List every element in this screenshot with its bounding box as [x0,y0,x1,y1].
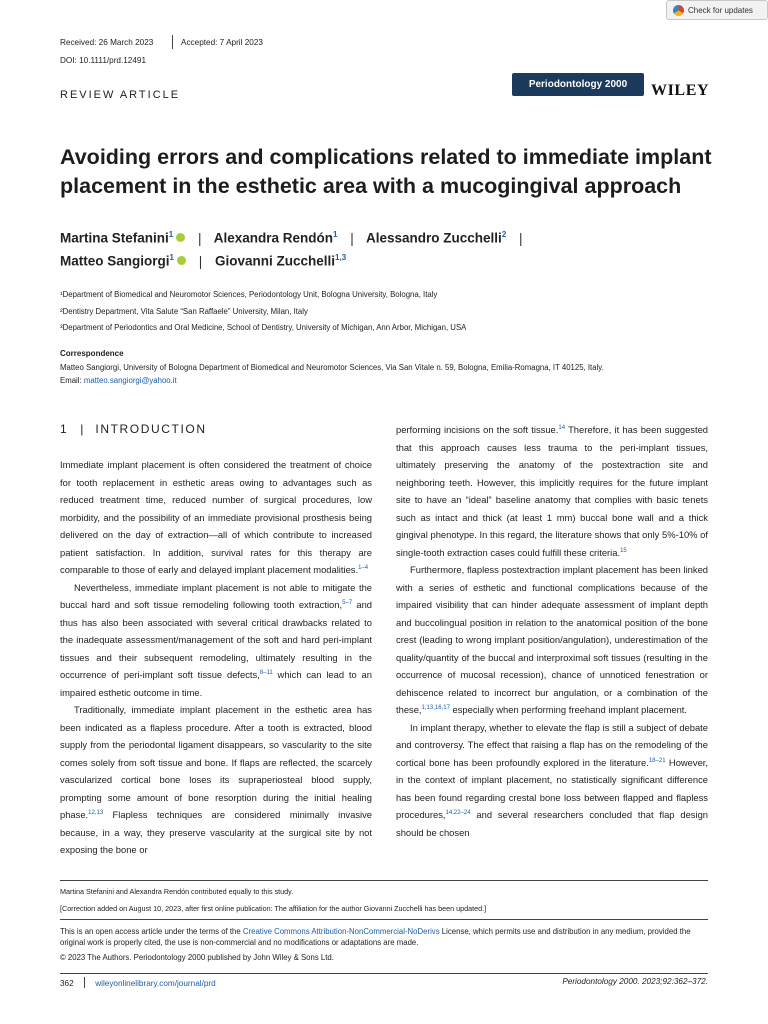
citation-ref[interactable]: 5–7 [342,600,353,606]
copyright: © 2023 The Authors. Periodontology 2000 published by John Wiley & Sons Ltd. [60,953,334,962]
citation-ref[interactable]: 14,22–24 [445,810,471,816]
author-separator: | [350,230,354,246]
paragraph-text: However, in the context of implant placement, no statistically significant difference has been found regarding crestal bone loss between flapped and flapless procedures, [396,756,709,820]
meta-divider [172,35,173,49]
authors-line-2 [60,253,346,269]
paragraph [396,719,708,842]
journal-url-link[interactable]: wileyonlinelibrary.com/journal/prd [95,979,216,988]
correspondence-address: Matteo Sangiorgi, University of Bologna Department of Biomedical and Neuromotor Sciences, Via San Vitale n. 59, Bologna, Emilia-Romagna, IT 40125, Italy. [60,363,604,372]
paragraph-text: Immediate implant placement is often considered the treatment of choice for tooth replacement in esthetic areas owing to advantages such as reduced treatment time, reduced number of surgical procedures, low morbidity, and the possibility of an immediate provisional prosthesis being delivered on the day of extraction—all of which contribute to increased patient satisfaction. In addition, survival rates for this therapy are comparable to those of early and delayed implant placement modalities. [60,459,372,575]
article-title: Avoiding errors and complications related to immediate implant placement in the esthetic area with a mucogingival approach [60,145,712,198]
section-bar: | [80,422,84,436]
citation-ref[interactable]: 14 [558,425,566,431]
paragraph-text: Furthermore, flapless postextraction implant placement has been linked with a series of esthetic and functional complications because of the impaired visibility that can hinder adequate assessment of implant depth and buccolingual position in relation to the anatomical position of the bone crest (leading to wrong implant position/angulation), underestimation of the quality/quantity of the buccal and interproximal soft tissues (resulting in the occurrence of mucosal recession), chance of unnoticed fenestration or dehiscence related to incorrect bur angulation, or a combination of the these, [396,564,708,715]
section-number: 1 [60,422,69,436]
paragraph-text: especially when performing freehand implant placement. [449,704,688,715]
citation-ref[interactable]: 15 [620,547,627,554]
footnote-correction: [Correction added on August 10, 2023, after first online publication: The affiliation for the author Giovanni Zucchelli has been updated.] [60,904,487,913]
author-name[interactable]: Alessandro Zucchelli [366,230,502,246]
author-affil-ref[interactable]: 2 [501,230,507,239]
paragraph-text: performing incisions on the soft tissue. [396,424,559,435]
citation-line: Periodontology 2000. 2023;92:362–372. [562,977,708,986]
paragraph-text: Traditionally, immediate implant placement in the esthetic area has been indicated as a flapless procedure. After a tooth is extracted, blood supply from the periodontal ligament disappears, so vascularity to the site comes solely from soft tissue and bone. If flaps are reflected, the scarcely vascularized cortical bone loses its supraperiosteal blood supply, prompting some amount of bone resorption during the initial healing phase. [60,704,372,820]
orcid-icon[interactable] [176,233,185,242]
citation-ref[interactable]: 18–21 [648,757,666,764]
paragraph-text: Flapless techniques are considered minimally invasive because, in a way, they preserve vascularity at the surgical site by not exposing the bone or [60,809,372,855]
check-for-updates-button[interactable] [666,0,768,20]
check-for-updates-label: Check for updates [688,5,753,15]
affiliation: ²Dentistry Department, Vita Salute “San Raffaele” University, Milan, Italy [60,307,308,316]
email-link[interactable]: matteo.sangiorgi@yahoo.it [83,376,177,385]
citation-ref[interactable]: 8–11 [259,670,273,676]
article-type: REVIEW ARTICLE [60,89,181,101]
author-separator: | [519,230,523,246]
author-name[interactable]: Martina Stefanini [60,230,169,246]
section-title: INTRODUCTION [95,422,207,436]
author-affil-ref[interactable]: 1 [333,230,338,239]
left-column [60,456,372,859]
correspondence-heading: Correspondence [60,349,124,358]
license-link[interactable]: Creative Commons Attribution-NonCommercial-NoDerivs [242,927,440,936]
correspondence-email-line [60,376,177,385]
author-name[interactable]: Alexandra Rendón [213,230,334,246]
license-rule [60,919,708,920]
publisher-logo: WILEY [651,82,710,99]
accepted-date: Accepted: 7 April 2023 [181,38,263,47]
paragraph-text: Therefore, it has been suggested that this approach causes less trauma to the peri-implant tissues, ultimately preserving the anatomy of the postextraction site and neighboring teeth. However, this implicitly requires for the future implant site to have an “ideal” baseline anatomy that complies with basic tenets such as intact and thick (at least 1 mm) buccal bone wall and a thick gingival phenotype. In this regard, the literature shows that only 5%-10% of single-tooth extraction cases could fulfill these criteria. [396,424,709,558]
citation-ref[interactable]: 1–4 [358,565,369,571]
author-affil-ref[interactable]: 1 [169,253,174,262]
author-separator: | [198,253,203,269]
page-number: 362 [60,979,74,988]
right-column [396,421,708,841]
footer-divider [84,977,85,988]
received-date: Received: 26 March 2023 [60,38,154,47]
orcid-icon[interactable] [177,256,186,265]
license-text [60,926,710,948]
citation-ref[interactable]: 1,13,16,17 [421,705,450,711]
page-footer [60,977,708,988]
citation-ref[interactable]: 12,13 [88,810,104,816]
crossmark-icon [673,5,684,16]
author-affil-ref[interactable]: 1,3 [335,253,347,262]
email-label: Email: [60,376,84,385]
paragraph-text: and several researchers concluded that flap design should be chosen [396,809,708,838]
author-separator: | [197,230,202,246]
paragraph [60,701,372,859]
paragraph-text: In implant therapy, whether to elevate the flap is still a subject of debate and controversy. The effect that raising a flap has on the remodeling of the cortical bone has been profoundly explored in the literature. [396,721,708,768]
footnote-equal-contribution: Martina Stefanini and Alexandra Rendón contributed equally to this study. [60,887,294,896]
license-text-part: License, which permits use and distribution in any medium, provided the original work is properly cited, the use is non-commercial and no modifications or adaptations are made. [60,927,691,947]
license-text-part: This is an open access article under the terms of the [60,927,243,936]
section-heading [60,422,207,436]
footer-rule [60,973,708,974]
paragraph [396,561,708,719]
author-name[interactable]: Matteo Sangiorgi [60,253,170,269]
paragraph-text: and thus has also been associated with several critical drawbacks related to the inadequate assessment/management of the soft and hard peri-implant tissues and their subsequent remodeling, ultimately resulting in the occurrence of peri-implant soft tissue defects, [60,599,373,680]
paragraph-text: which can lead to an impaired esthetic outcome in time. [60,669,372,698]
paragraph [60,456,372,579]
affiliation: ¹Department of Biomedical and Neuromotor Sciences, Periodontology Unit, Bologna University, Bologna, Italy [60,290,438,299]
journal-badge[interactable]: Periodontology 2000 [512,73,644,96]
paragraph-text: Nevertheless, immediate implant placement is not able to mitigate the buccal hard and soft tissue remodeling following tooth extraction, [60,581,372,610]
doi[interactable]: DOI: 10.1111/prd.12491 [60,56,147,65]
authors-line-1 [60,230,532,246]
paragraph [396,421,708,561]
paragraph [60,579,372,702]
author-name[interactable]: Giovanni Zucchelli [215,253,336,269]
author-affil-ref[interactable]: 1 [168,230,174,239]
affiliation: ³Department of Periodontics and Oral Medicine, School of Dentistry, University of Michigan, Ann Arbor, Michigan, USA [60,323,467,332]
footnote-rule [60,880,708,881]
